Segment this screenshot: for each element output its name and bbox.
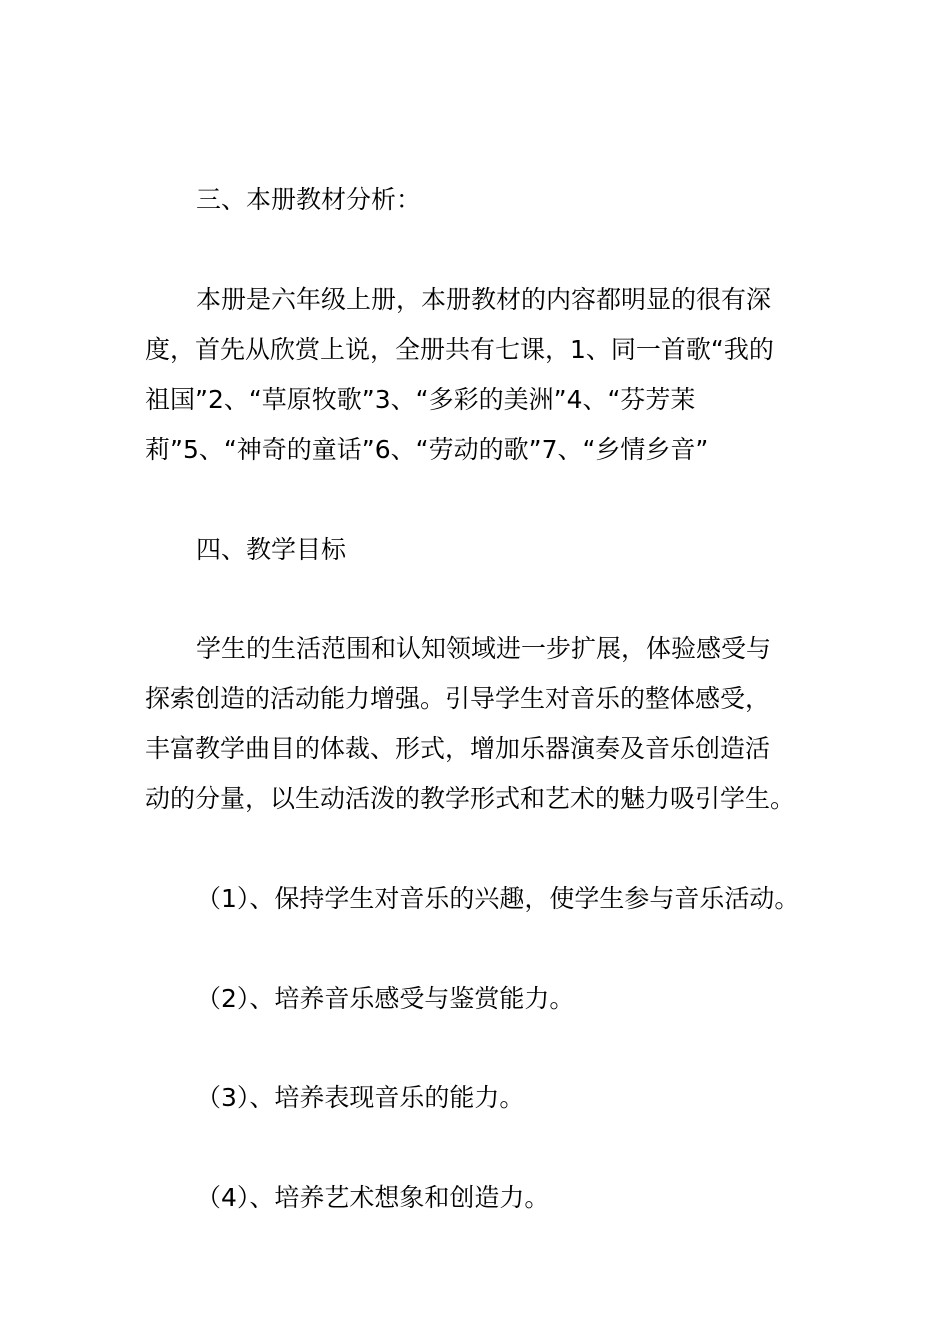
paragraph-line: 学生的生活范围和认知领域进一步扩展，体验感受与 [196,634,772,663]
paragraph-line: 度，首先从欣赏上说，全册共有七课，1、同一首歌“我的 [145,335,774,364]
paragraph-line: 莉”5、“神奇的童话”6、“劳动的歌”7、“乡情乡音” [145,435,709,464]
section-heading-goals: 四、教学目标 [196,535,347,564]
paragraph-line: 丰富教学曲目的体裁、形式，增加乐器演奏及音乐创造活 [145,734,771,763]
paragraph-line: 祖国”2、“草原牧歌”3、“多彩的美洲”4、“芬芳茉 [145,385,696,414]
goal-item: （4）、培养艺术想象和创造力。 [196,1183,550,1212]
section-heading-analysis: 三、本册教材分析： [196,185,422,214]
goal-item: （1）、保持学生对音乐的兴趣，使学生参与音乐活动。 [196,884,800,913]
paragraph-line: 动的分量，以生动活泼的教学形式和艺术的魅力吸引学生。 [145,784,796,813]
goal-item: （2）、培养音乐感受与鉴赏能力。 [196,984,575,1013]
paragraph-line: 本册是六年级上册，本册教材的内容都明显的很有深 [196,285,772,314]
paragraph-line: 探索创造的活动能力增强。引导学生对音乐的整体感受， [145,684,771,713]
goal-item: （3）、培养表现音乐的能力。 [196,1083,525,1112]
